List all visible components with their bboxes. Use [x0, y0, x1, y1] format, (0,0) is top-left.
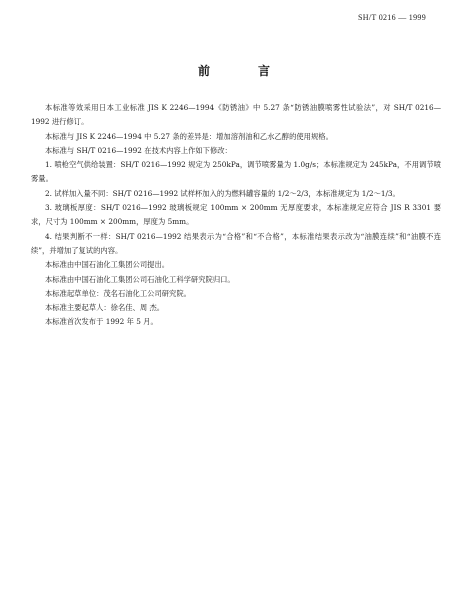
paragraph-administrator: 本标准由中国石油化工集团公司石油化工科学研究院归口。	[45, 274, 235, 284]
paragraph-modifications: 本标准与 SH/T 0216—1992 在技术内容上作如下修改：	[45, 145, 232, 155]
list-item-2: 2. 试样加入量不同：SH/T 0216—1992 试样杯加入的为燃料罐容量的 1/2～2/3，本标准规定为 1/2～1/3。	[45, 188, 400, 198]
list-item-1: 1. 喷枪空气供给装置：SH/T 0216—1992 规定为 250kPa，调节喷雾量为 1.0g/s；本标准规定为 245kPa，不用调节喷雾量。	[31, 160, 441, 184]
foreword-body	[31, 101, 441, 330]
paragraph-proposer: 本标准由中国石油化工集团公司提出。	[45, 260, 170, 270]
paragraph-drafters: 本标准主要起草人：徐名佳、周 杰。	[45, 303, 165, 313]
paragraph-intro: 本标准等效采用日本工业标准 JIS K 2246—1994《防锈油》中 5.27 条“防锈油膜喷雾性试验法”，对 SH/T 0216—1992 进行修订。	[31, 103, 441, 127]
paragraph-first-issue: 本标准首次发布于 1992 年 5 月。	[45, 317, 158, 327]
list-item-3: 3. 玻璃板厚度：SH/T 0216—1992 玻璃板规定 100mm × 200mm 无厚度要求，本标准规定应符合 JIS R 3301 要求，尺寸为 100mm × 200mm，厚度为 5mm。	[31, 203, 441, 227]
paragraph-drafting-unit: 本标准起草单位：茂名石油化工公司研究院。	[45, 288, 191, 298]
page-title: 前 言	[197, 64, 288, 78]
standard-code-header: SH/T 0216 — 1999	[358, 13, 426, 22]
list-item-4: 4. 结果判断不一样：SH/T 0216—1992 结果表示为“合格”和“不合格”，本标准结果表示改为“油膜连续”和“油膜不连续”，并增加了复试的内容。	[31, 231, 441, 255]
paragraph-differences: 本标准与 JIS K 2246—1994 中 5.27 条的差异是：增加溶剂油和乙水乙醇的使用规格。	[45, 131, 333, 141]
